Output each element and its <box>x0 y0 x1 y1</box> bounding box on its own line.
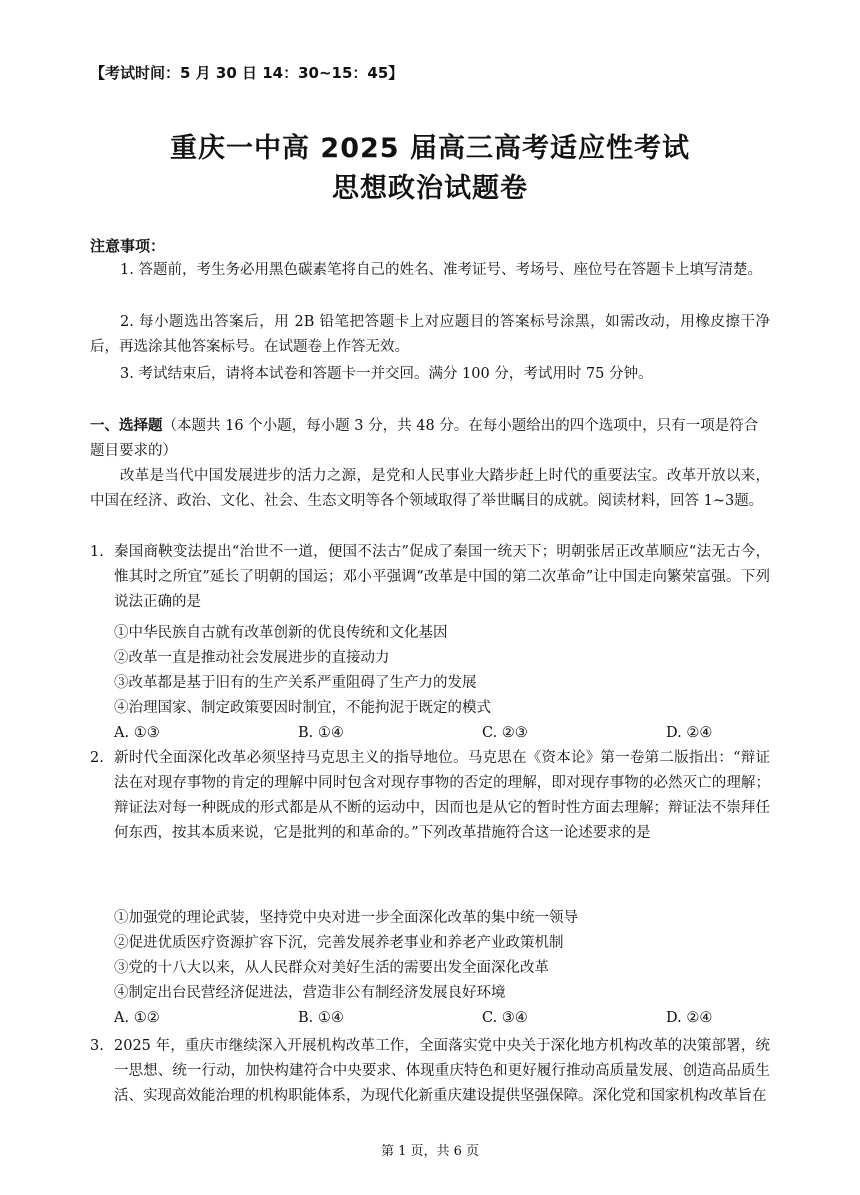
question-number: 1. <box>90 544 104 560</box>
exam-time: 【考试时间：5 月 30 日 14：30~15：45】 <box>90 64 404 82</box>
answer-choices <box>114 721 734 746</box>
statement-4: ④制定出台民营经济促进法，营造非公有制经济发展良好环境 <box>114 985 506 1001</box>
question-stem: 新时代全面深化改革必须坚持马克思主义的指导地位。马克思在《资本论》第一卷第二版指出：“辩证法在对现存事物的肯定的理解中同时包含对现存事物的否定的理解，即对现存事物的必然灭亡的理解；辩证法对每一种既成的形式都是从不断的运动中，因而也是从它的暂时性方面去理解；辩证法不崇拜任何东西，按其本质来说，它是批判的和革命的。”下列改革措施符合这一论述要求的是 <box>114 750 770 841</box>
choice-a: A. ①③ <box>114 725 160 741</box>
statement-2: ②促进优质医疗资源扩容下沉，完善发展养老事业和养老产业政策机制 <box>114 935 564 951</box>
statement-2: ②改革一直是推动社会发展进步的直接动力 <box>114 650 390 666</box>
section-label: 一、选择题 <box>90 418 163 434</box>
section-heading <box>90 414 770 464</box>
question-number: 3. <box>90 1038 104 1054</box>
question-1 <box>90 540 770 615</box>
page-footer: 第 1 页，共 6 页 <box>380 1144 480 1159</box>
exam-subtitle: 思想政治试题卷 <box>332 173 528 204</box>
exam-title: 重庆一中高 2025 届高三高考适应性考试 <box>170 133 690 164</box>
choice-d: D. ②④ <box>666 1010 713 1026</box>
notice-heading: 注意事项： <box>90 237 166 255</box>
notice-item-1: 1. 答题前，考生务必用黑色碳素笔将自己的姓名、准考证号、考场号、座位号在答题卡上填写清楚。 <box>120 262 762 278</box>
notice-item-2: 2. 每小题选出答案后，用 2B 铅笔把答题卡上对应题目的答案标号涂黑，如需改动，用橡皮擦干净后，再选涂其他答案标号。在试题卷上作答无效。 <box>90 314 770 355</box>
choice-d: D. ②④ <box>666 725 713 741</box>
notice-item-3: 3. 考试结束后，请将本试卷和答题卡一并交回。满分 100 分，考试用时 75 分钟。 <box>120 366 653 382</box>
choice-a: A. ①② <box>114 1010 160 1026</box>
statement-3: ③党的十八大以来，从人民群众对美好生活的需要出发全面深化改革 <box>114 960 549 976</box>
choice-c: C. ③④ <box>482 1010 528 1026</box>
statement-3: ③改革都是基于旧有的生产关系严重阻碍了生产力的发展 <box>114 675 477 691</box>
reading-material: 改革是当代中国发展进步的活力之源，是党和人民事业大踏步赶上时代的重要法宝。改革开放以来，中国在经济、政治、文化、社会、生态文明等各个领域取得了举世瞩目的成就。阅读材料，回答 1~3题。 <box>90 468 770 509</box>
statement-1: ①中华民族自古就有改革创新的优良传统和文化基因 <box>114 625 448 641</box>
choice-b: B. ①④ <box>298 1010 344 1026</box>
question-stem: 2025 年，重庆市继续深入开展机构改革工作，全面落实党中央关于深化地方机构改革的决策部署，统一思想、统一行动，加快构建符合中央要求、体现重庆特色和更好履行推动高质量发展、创造高品质生活、实现高效能治理的机构职能体系，为现代化新重庆建设提供坚强保障。深化党和国家机构改革旨在 <box>114 1038 770 1104</box>
question-stem: 秦国商鞅变法提出“治世不一道，便国不法古”促成了秦国一统天下；明朝张居正改革顺应“法无古今，惟其时之所宜”延长了明朝的国运；邓小平强调“改革是中国的第二次革命”让中国走向繁荣富强。下列说法正确的是 <box>114 544 770 610</box>
question-3 <box>90 1034 770 1109</box>
question-2 <box>90 746 770 846</box>
choice-c: C. ②③ <box>482 725 528 741</box>
choice-b: B. ①④ <box>298 725 344 741</box>
question-number: 2. <box>90 750 104 766</box>
statement-1: ①加强党的理论武装，坚持党中央对进一步全面深化改革的集中统一领导 <box>114 910 578 926</box>
section-description: （本题共 16 个小题，每小题 3 分，共 48 分。在每小题给出的四个选项中，只有一项是符合题目要求的） <box>90 418 759 459</box>
statement-4: ④治理国家、制定政策要因时制宜，不能拘泥于既定的模式 <box>114 700 491 716</box>
answer-choices <box>114 1006 734 1031</box>
